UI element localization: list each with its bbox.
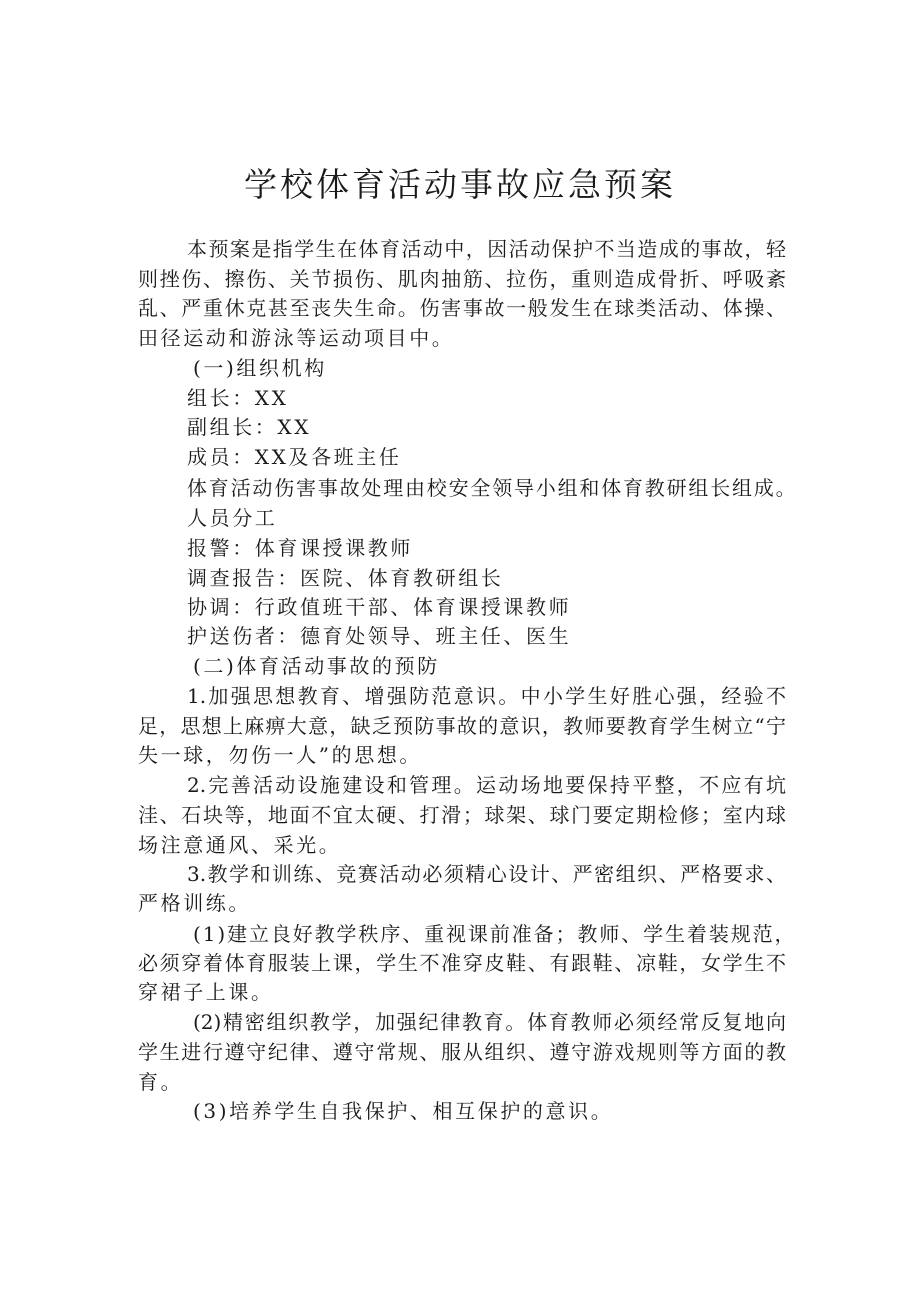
- sub-item-2-line: 学生进行遵守纪律、遵守常规、服从组织、遵守游戏规则等方面的教: [138, 1040, 786, 1064]
- item-1-line: 1.加强思想教育、增强防范意识。中小学生好胜心强，经验不: [187, 684, 786, 708]
- deputy-leader-line: 副组长：XX: [187, 415, 312, 439]
- item-2-line: 洼、石块等，地面不宜太硬、打滑；球架、球门要定期检修；室内球: [138, 803, 786, 827]
- document-title: 学校体育活动事故应急预案: [244, 165, 676, 204]
- sub-item-2-line: 育。: [138, 1070, 184, 1094]
- sub-item-3-line: (3)培养学生自我保护、相互保护的意识。: [193, 1099, 614, 1123]
- section-heading-prevention: (二)体育活动事故的预防: [193, 654, 440, 678]
- intro-line: 则挫伤、擦伤、关节损伤、肌肉抽筋、拉伤，重则造成骨折、呼吸紊: [138, 267, 786, 291]
- item-1-line: 足，思想上麻痹大意，缺乏预防事故的意识，教师要教育学生树立“宁: [138, 714, 786, 738]
- members-line: 成员：XX及各班主任: [187, 445, 402, 469]
- item-3-line: 严格训练。: [138, 891, 251, 915]
- duty-line: 协调：行政值班干部、体育课授课教师: [187, 595, 572, 619]
- item-2-line: 场注意通风、采光。: [138, 833, 342, 857]
- intro-line: 乱、严重休克甚至丧失生命。伤害事故一般发生在球类活动、体操、: [138, 296, 786, 320]
- division-heading: 人员分工: [187, 506, 278, 530]
- item-3-line: 3.教学和训练、竞赛活动必须精心设计、严密组织、严格要求、: [187, 862, 786, 886]
- intro-line: 本预案是指学生在体育活动中，因活动保护不当造成的事故，轻: [187, 237, 786, 261]
- item-1-line: 失一球，勿伤一人”的思想。: [138, 743, 423, 767]
- item-2-line: 2.完善活动设施建设和管理。运动场地要保持平整，不应有坑: [187, 773, 786, 797]
- sub-item-1-line: 穿裙子上课。: [138, 980, 274, 1004]
- intro-line: 田径运动和游泳等运动项目中。: [138, 326, 455, 350]
- sub-item-2-line: (2)精密组织教学，加强纪律教育。体育教师必须经常反复地向: [193, 1010, 786, 1034]
- duty-line: 调查报告：医院、体育教研组长: [187, 566, 504, 590]
- sub-item-1-line: (1)建立良好教学秩序、重视课前准备；教师、学生着装规范，: [193, 922, 797, 946]
- leader-line: 组长：XX: [187, 386, 289, 410]
- section-heading-organization: (一)组织机构: [193, 356, 327, 380]
- sub-item-1-line: 必须穿着体育服装上课，学生不准穿皮鞋、有跟鞋、凉鞋，女学生不: [138, 951, 786, 975]
- duty-line: 护送伤者：德育处领导、班主任、医生: [187, 624, 572, 648]
- composition-line: 体育活动伤害事故处理由校安全领导小组和体育教研组长组成。: [187, 476, 798, 500]
- duty-line: 报警：体育课授课教师: [187, 536, 413, 560]
